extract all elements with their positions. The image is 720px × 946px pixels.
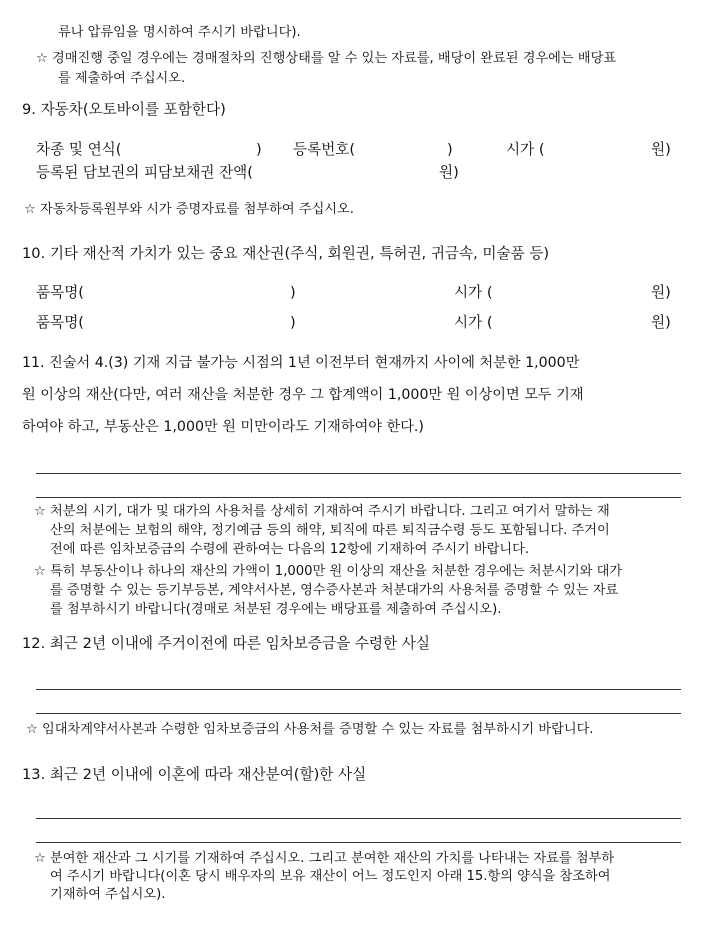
sec11-note1-line3: 전에 따른 임차보증금의 수령에 관하여는 다음의 12항에 기재하여 주시기 바랍니다. [50,542,530,557]
sec13-note-line3: 기재하여 주십시오). [50,887,166,902]
answer-line-12b[interactable] [36,713,681,714]
vehicle-model-label: 차종 및 연식( [36,141,122,158]
answer-line-13a[interactable] [36,818,681,819]
vehicle-value-unit: 원) [651,141,671,158]
sec12-heading: 12. 최근 2년 이내에 주거이전에 따른 임차보증금을 수령한 사실 [22,635,430,652]
top-note-line2: ☆ 경매진행 중일 경우에는 경매절차의 진행상태를 알 수 있는 자료를, 배당이 완료된 경우에는 배당표 [36,51,617,66]
sec12-note: ☆ 임대차계약서사본과 수령한 임차보증금의 사용처를 증명할 수 있는 자료를 첨부하시기 바랍니다. [26,722,594,737]
answer-line-12a[interactable] [36,689,681,690]
item-value-unit-1: 원) [651,284,671,301]
sec13-heading: 13. 최근 2년 이내에 이혼에 따라 재산분여(할)한 사실 [22,766,367,783]
item-value-unit-2: 원) [651,314,671,331]
secured-claim-label: 등록된 담보권의 피담보채권 잔액( [36,164,253,181]
item-name-label-2: 품목명( [36,314,84,331]
sec11-note1-line2: 산의 처분에는 보험의 해약, 정기예금 등의 해약, 퇴직에 따른 퇴직금수령 등도 포함됩니다. 주거이 [50,523,610,538]
item-name-close-2: ) [290,314,296,331]
sec10-heading: 10. 기타 재산적 가치가 있는 중요 재산권(주식, 회원권, 특허권, 귀금속, 미술품 등) [22,245,550,262]
registration-number-label: 등록번호( [293,141,356,158]
item-name-close-1: ) [290,284,296,301]
sec11-line1: 11. 진술서 4.(3) 기재 지급 불가능 시점의 1년 이전부터 현재까지 사이에 처분한 1,000만 [22,355,580,371]
answer-line-11b[interactable] [36,497,681,498]
sec13-note-line1: ☆ 분여한 재산과 그 시기를 기재하여 주십시오. 그리고 분여한 재산의 가치를 나타내는 자료를 첨부하 [34,851,615,866]
sec11-line2: 원 이상의 재산(다만, 여러 재산을 처분한 경우 그 합계액이 1,000만 원 이상이면 모두 기재 [22,387,584,403]
vehicle-model-close: ) [256,141,262,158]
top-note-line3: 를 제출하여 주십시오. [58,71,186,86]
answer-line-13b[interactable] [36,842,681,843]
sec9-heading: 9. 자동차(오토바이를 포함한다) [22,101,226,118]
item-value-label-1: 시가 ( [454,284,493,301]
sec11-note2-line3: 를 첨부하시기 바랍니다(경매로 처분된 경우에는 배당표를 제출하여 주십시오). [50,602,502,617]
top-note-line1: 류나 압류임을 명시하여 주시기 바랍니다). [58,25,301,40]
item-value-label-2: 시가 ( [454,314,493,331]
sec11-note1-line1: ☆ 처분의 시기, 대가 및 대가의 사용처를 상세히 기재하여 주시기 바랍니다. 그리고 여기서 말하는 재 [34,504,610,519]
vehicle-value-label: 시가 ( [506,141,545,158]
sec13-note-line2: 여 주시기 바랍니다(이혼 당시 배우자의 보유 재산이 어느 정도인지 아래 15.항의 양식을 참조하여 [50,869,611,884]
sec11-note2-line1: ☆ 특히 부동산이나 하나의 재산의 가액이 1,000만 원 이상의 재산을 처분한 경우에는 처분시기와 대가 [34,564,623,579]
sec11-note2-line2: 를 증명할 수 있는 등기부등본, 계약서사본, 영수증사본과 처분대가의 사용처를 증명할 수 있는 자료 [50,583,619,598]
secured-claim-unit: 원) [439,164,459,181]
sec9-note: ☆ 자동차등록원부와 시가 증명자료를 첨부하여 주십시오. [24,202,354,217]
answer-line-11a[interactable] [36,473,681,474]
item-name-label-1: 품목명( [36,284,84,301]
sec11-line3: 하여야 하고, 부동산은 1,000만 원 미만이라도 기재하여야 한다.) [22,419,424,435]
registration-number-close: ) [447,141,453,158]
